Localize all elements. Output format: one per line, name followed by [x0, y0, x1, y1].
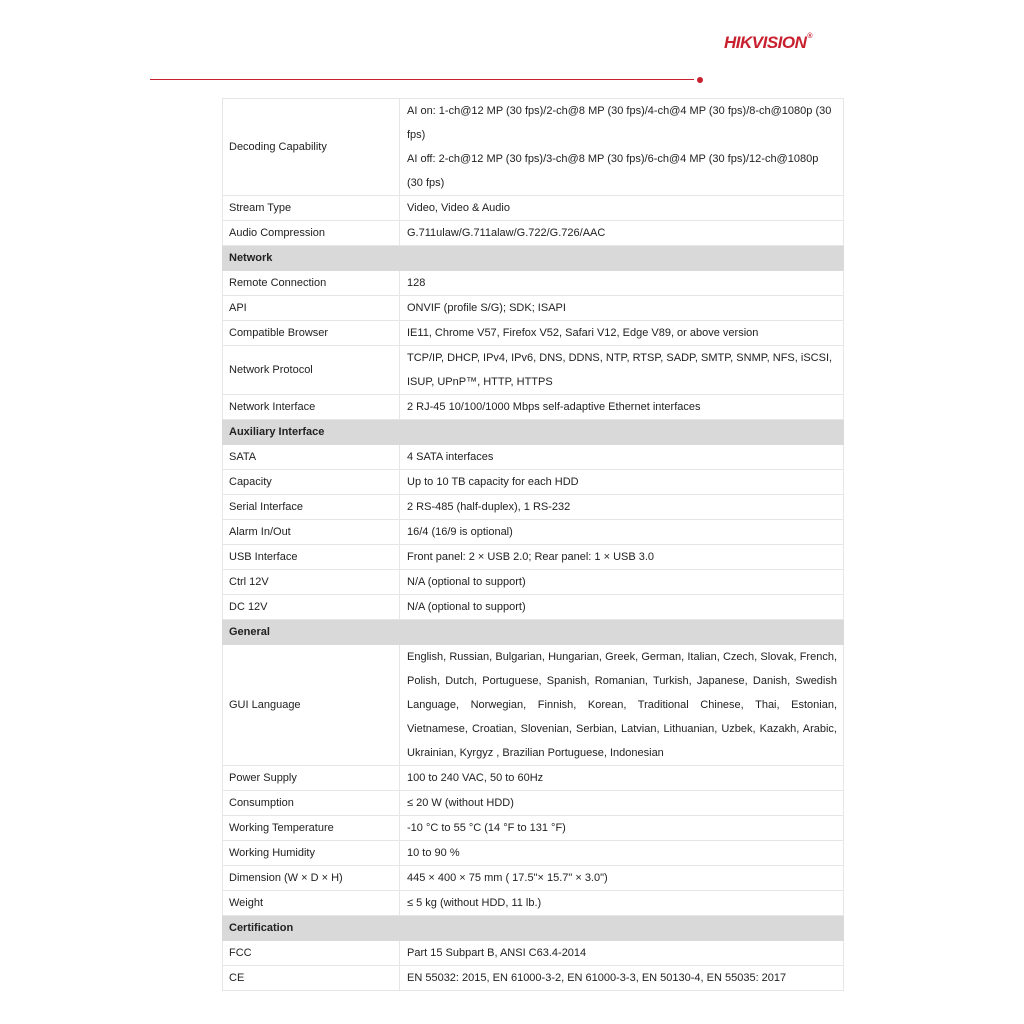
spec-label: Audio Compression — [223, 221, 400, 246]
spec-value-line: Front panel: 2 × USB 2.0; Rear panel: 1 × USB 3.0 — [407, 551, 655, 563]
spec-row — [223, 495, 844, 520]
spec-row — [223, 520, 844, 545]
spec-label: Consumption — [223, 791, 400, 816]
spec-value — [400, 595, 844, 620]
spec-label: Weight — [223, 891, 400, 916]
spec-row — [223, 221, 844, 246]
spec-label: Network Protocol — [223, 346, 400, 395]
hikvision-logo — [724, 33, 844, 55]
spec-label: SATA — [223, 445, 400, 470]
spec-row — [223, 966, 844, 991]
spec-label: Remote Connection — [223, 271, 400, 296]
spec-value — [400, 99, 844, 196]
spec-label: Serial Interface — [223, 495, 400, 520]
spec-value — [400, 395, 844, 420]
section-filler — [400, 420, 844, 445]
spec-value — [400, 570, 844, 595]
spec-value — [400, 346, 844, 395]
spec-value-line: IE11, Chrome V57, Firefox V52, Safari V12, Edge V89, or above version — [407, 327, 759, 339]
section-title: General — [223, 620, 400, 645]
spec-value-line: -10 °C to 55 °C (14 °F to 131 °F) — [407, 822, 566, 834]
spec-value — [400, 866, 844, 891]
spec-row — [223, 470, 844, 495]
spec-label: Alarm In/Out — [223, 520, 400, 545]
section-filler — [400, 246, 844, 271]
spec-row — [223, 321, 844, 346]
registered-mark: ® — [807, 33, 813, 40]
spec-value-line: TCP/IP, DHCP, IPv4, IPv6, DNS, DDNS, NTP, RTSP, SADP, SMTP, SNMP, NFS, iSCSI, ISUP, UPnP™, HTTP, HTTPS — [407, 352, 833, 388]
spec-label: DC 12V — [223, 595, 400, 620]
spec-value-line: ≤ 20 W (without HDD) — [407, 797, 514, 809]
section-header-row — [223, 620, 844, 645]
spec-value — [400, 891, 844, 916]
spec-row — [223, 570, 844, 595]
spec-value-line: 16/4 (16/9 is optional) — [407, 526, 513, 538]
spec-value-line: Up to 10 TB capacity for each HDD — [407, 476, 579, 488]
spec-label: Network Interface — [223, 395, 400, 420]
spec-table — [222, 98, 844, 991]
section-filler — [400, 916, 844, 941]
spec-value-line: ≤ 5 kg (without HDD, 11 lb.) — [407, 897, 542, 909]
spec-value — [400, 470, 844, 495]
spec-value — [400, 816, 844, 841]
spec-label: Power Supply — [223, 766, 400, 791]
spec-value-line: AI on: 1-ch@12 MP (30 fps)/2-ch@8 MP (30 fps)/4-ch@4 MP (30 fps)/8-ch@1080p (30 fps) — [407, 105, 832, 141]
section-title: Network — [223, 246, 400, 271]
spec-value-line: EN 55032: 2015, EN 61000-3-2, EN 61000-3-3, EN 50130-4, EN 55035: 2017 — [407, 972, 787, 984]
spec-row — [223, 99, 844, 196]
spec-value — [400, 766, 844, 791]
spec-value-line: 100 to 240 VAC, 50 to 60Hz — [407, 772, 544, 784]
spec-row — [223, 645, 844, 766]
spec-value-line: 445 × 400 × 75 mm ( 17.5"× 15.7" × 3.0") — [407, 872, 608, 884]
spec-value — [400, 645, 844, 766]
brand-name: HIKVISION — [724, 33, 807, 52]
spec-row — [223, 816, 844, 841]
spec-value-line: 4 SATA interfaces — [407, 451, 494, 463]
spec-row — [223, 196, 844, 221]
spec-value — [400, 966, 844, 991]
spec-row — [223, 595, 844, 620]
spec-value — [400, 271, 844, 296]
spec-row — [223, 271, 844, 296]
spec-row — [223, 866, 844, 891]
spec-value-line: 2 RJ-45 10/100/1000 Mbps self-adaptive Ethernet interfaces — [407, 401, 701, 413]
spec-value-line: Video, Video & Audio — [407, 202, 510, 214]
spec-label: Dimension (W × D × H) — [223, 866, 400, 891]
section-header-row — [223, 916, 844, 941]
spec-row — [223, 841, 844, 866]
spec-label: Capacity — [223, 470, 400, 495]
section-header-row — [223, 420, 844, 445]
section-title: Certification — [223, 916, 400, 941]
spec-value — [400, 196, 844, 221]
spec-label: USB Interface — [223, 545, 400, 570]
spec-row — [223, 545, 844, 570]
spec-row — [223, 346, 844, 395]
spec-value-line: ONVIF (profile S/G); SDK; ISAPI — [407, 302, 566, 314]
spec-value-line: Part 15 Subpart B, ANSI C63.4-2014 — [407, 947, 587, 959]
spec-value-line: English, Russian, Bulgarian, Hungarian, Greek, German, Italian, Czech, Slovak, French, Polish, Dutch, Portuguese, Spanish, Romanian, Turkish, Japanese, Danish, Swedish Language, Norwegian, Finnish, Korean, Traditional Chinese, Thai, Estonian, Vietnamese, Croatian, Slovenian, Serbian, Latvian, Lithuanian, Uzbek, Kazakh, Arabic, Ukrainian, Kyrgyz , Brazilian Portuguese, Indonesian — [407, 651, 837, 759]
spec-value-line: N/A (optional to support) — [407, 601, 526, 613]
header-divider — [150, 79, 694, 80]
spec-row — [223, 296, 844, 321]
spec-label: API — [223, 296, 400, 321]
spec-row — [223, 791, 844, 816]
spec-value-line: 10 to 90 % — [407, 847, 460, 859]
spec-value — [400, 445, 844, 470]
section-header-row — [223, 246, 844, 271]
spec-table-body — [223, 99, 844, 991]
spec-row — [223, 891, 844, 916]
spec-value-line: N/A (optional to support) — [407, 576, 526, 588]
spec-value — [400, 495, 844, 520]
spec-value — [400, 520, 844, 545]
spec-value — [400, 941, 844, 966]
spec-value-line: AI off: 2-ch@12 MP (30 fps)/3-ch@8 MP (30 fps)/6-ch@4 MP (30 fps)/12-ch@1080p (30 fps) — [407, 153, 819, 189]
spec-label: Working Humidity — [223, 841, 400, 866]
spec-label: CE — [223, 966, 400, 991]
spec-label: Stream Type — [223, 196, 400, 221]
spec-value — [400, 321, 844, 346]
spec-label: Ctrl 12V — [223, 570, 400, 595]
section-filler — [400, 620, 844, 645]
spec-value — [400, 791, 844, 816]
spec-row — [223, 395, 844, 420]
spec-label: Working Temperature — [223, 816, 400, 841]
spec-label: Compatible Browser — [223, 321, 400, 346]
spec-label: GUI Language — [223, 645, 400, 766]
spec-value — [400, 545, 844, 570]
spec-value — [400, 296, 844, 321]
spec-value-line: 128 — [407, 277, 426, 289]
spec-value — [400, 841, 844, 866]
spec-row — [223, 941, 844, 966]
spec-value-line: G.711ulaw/G.711alaw/G.722/G.726/AAC — [407, 227, 606, 239]
spec-row — [223, 445, 844, 470]
spec-value-line: 2 RS-485 (half-duplex), 1 RS-232 — [407, 501, 571, 513]
spec-row — [223, 766, 844, 791]
spec-label: Decoding Capability — [223, 99, 400, 196]
spec-label: FCC — [223, 941, 400, 966]
header-divider-dot — [697, 77, 703, 83]
spec-value — [400, 221, 844, 246]
section-title: Auxiliary Interface — [223, 420, 400, 445]
